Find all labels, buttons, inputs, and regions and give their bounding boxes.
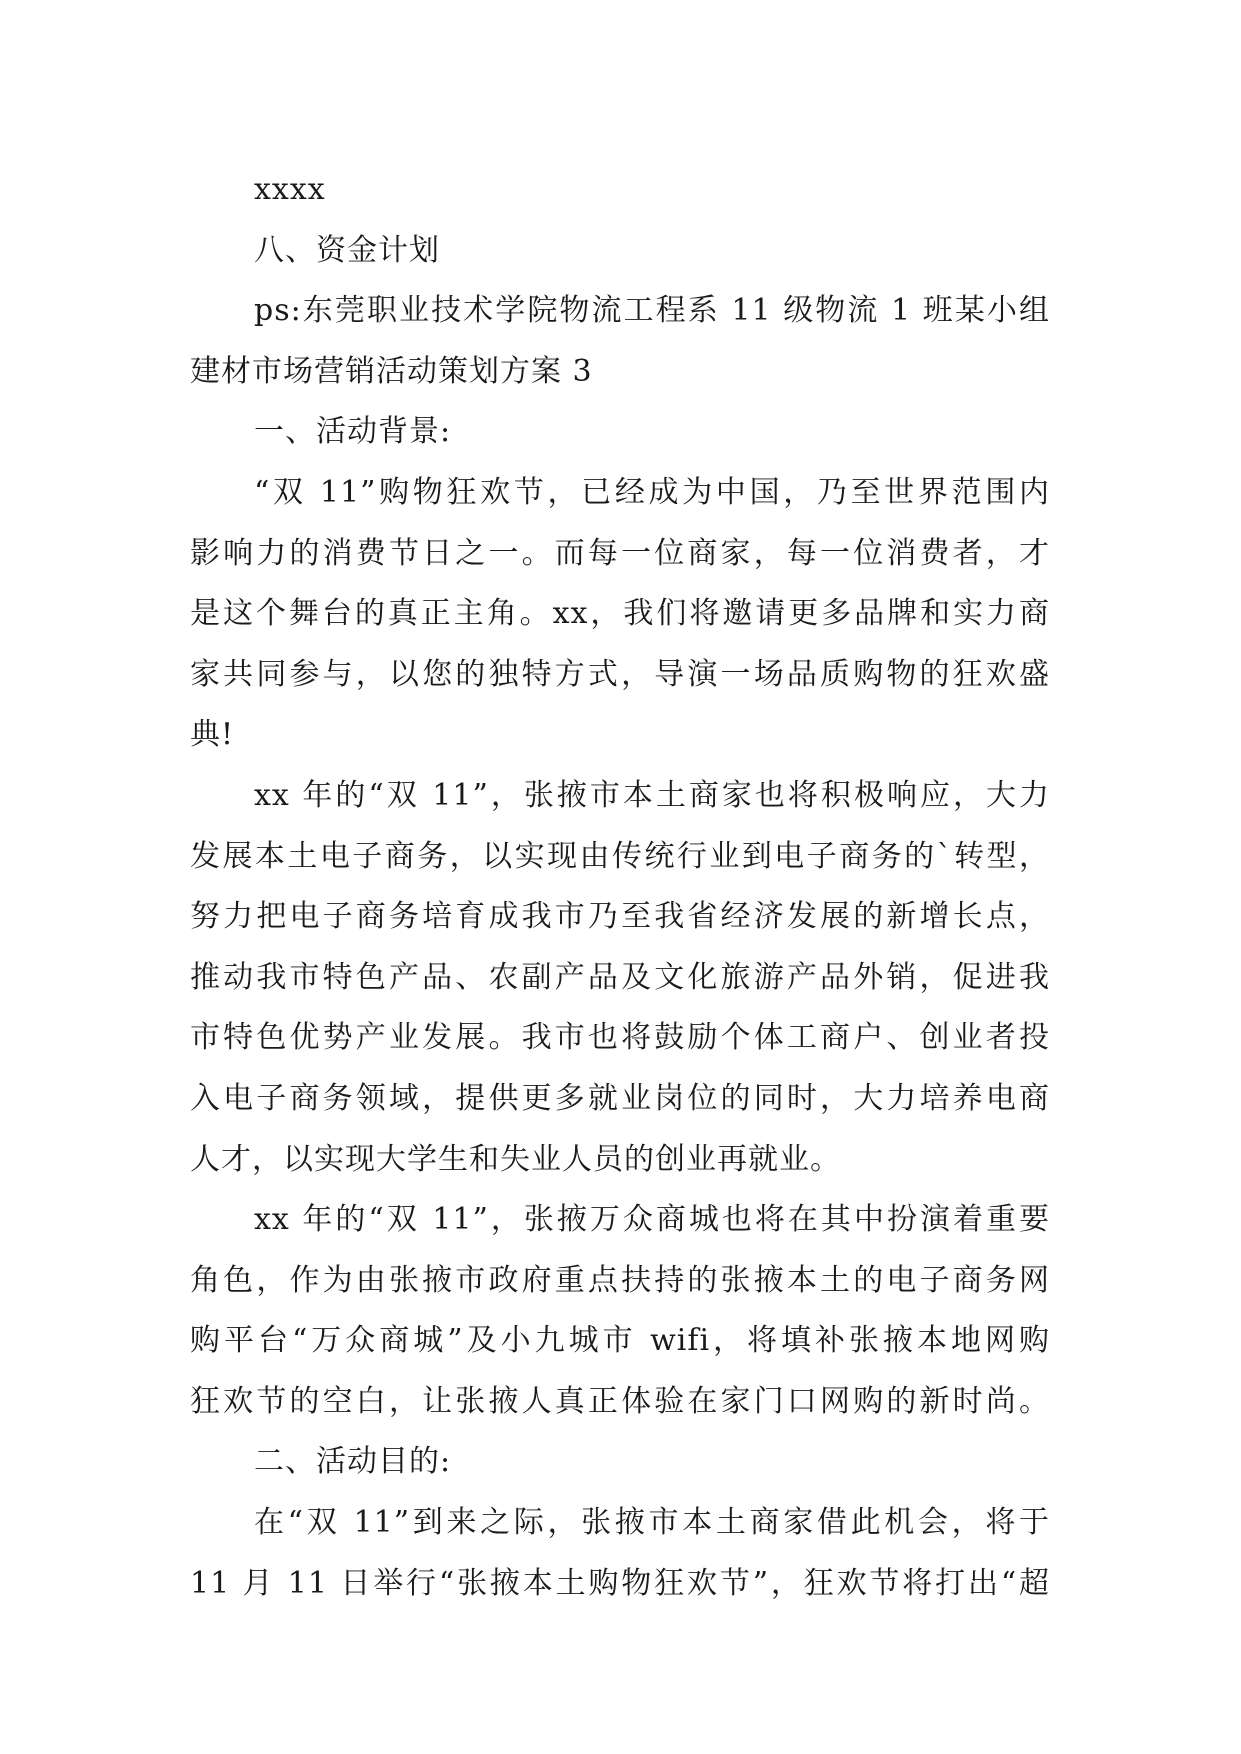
text-line: 家共同参与，以您的独特方式，导演一场品质购物的狂欢盛 (190, 656, 1050, 692)
document-title: 建材市场营销活动策划方案 3 (190, 353, 593, 389)
document-body (190, 160, 1050, 1614)
text-line: 市特色优势产业发展。我市也将鼓励个体工商户、创业者投 (190, 1020, 1050, 1056)
text-line: 发展本土电子商务，以实现由传统行业到电子商务的`转型， (190, 838, 1050, 874)
text-line: 人才，以实现大学生和失业人员的创业再就业。 (190, 1141, 841, 1177)
section-heading: 二、活动目的: (254, 1444, 452, 1480)
text-line: 努力把电子商务培育成我市乃至我省经济发展的新增长点， (190, 899, 1050, 935)
text-line: 购平台“万众商城”及小九城市 wifi，将填补张掖本地网购 (190, 1323, 1050, 1359)
text-line: 角色，作为由张掖市政府重点扶持的张掖本土的电子商务网 (190, 1262, 1050, 1298)
text-line: 11 月 11 日举行“张掖本土购物狂欢节”，狂欢节将打出“超 (190, 1565, 1050, 1601)
text-line: “双 11”购物狂欢节，已经成为中国，乃至世界范围内 (254, 474, 1050, 510)
text-line: 影响力的消费节日之一。而每一位商家，每一位消费者，才 (190, 535, 1050, 571)
text-line: xx 年的“双 11”，张掖万众商城也将在其中扮演着重要 (254, 1202, 1050, 1238)
text-line: ps:东莞职业技术学院物流工程系 11 级物流 1 班某小组 (254, 293, 1050, 329)
section-heading: 一、活动背景: (254, 414, 452, 450)
text-line: 入电子商务领域，提供更多就业岗位的同时，大力培养电商 (190, 1080, 1050, 1116)
text-line: 在“双 11”到来之际，张掖市本土商家借此机会，将于 (254, 1505, 1050, 1541)
text-line: 狂欢节的空白，让张掖人真正体验在家门口网购的新时尚。 (190, 1383, 1050, 1419)
section-heading: 八、资金计划 (254, 232, 440, 268)
text-line: xxxx (254, 172, 326, 207)
text-line: 推动我市特色产品、农副产品及文化旅游产品外销，促进我 (190, 959, 1050, 995)
text-line: 典! (190, 717, 235, 753)
text-line: 是这个舞台的真正主角。xx，我们将邀请更多品牌和实力商 (190, 596, 1050, 632)
text-line: xx 年的“双 11”，张掖市本土商家也将积极响应，大力 (254, 777, 1050, 813)
